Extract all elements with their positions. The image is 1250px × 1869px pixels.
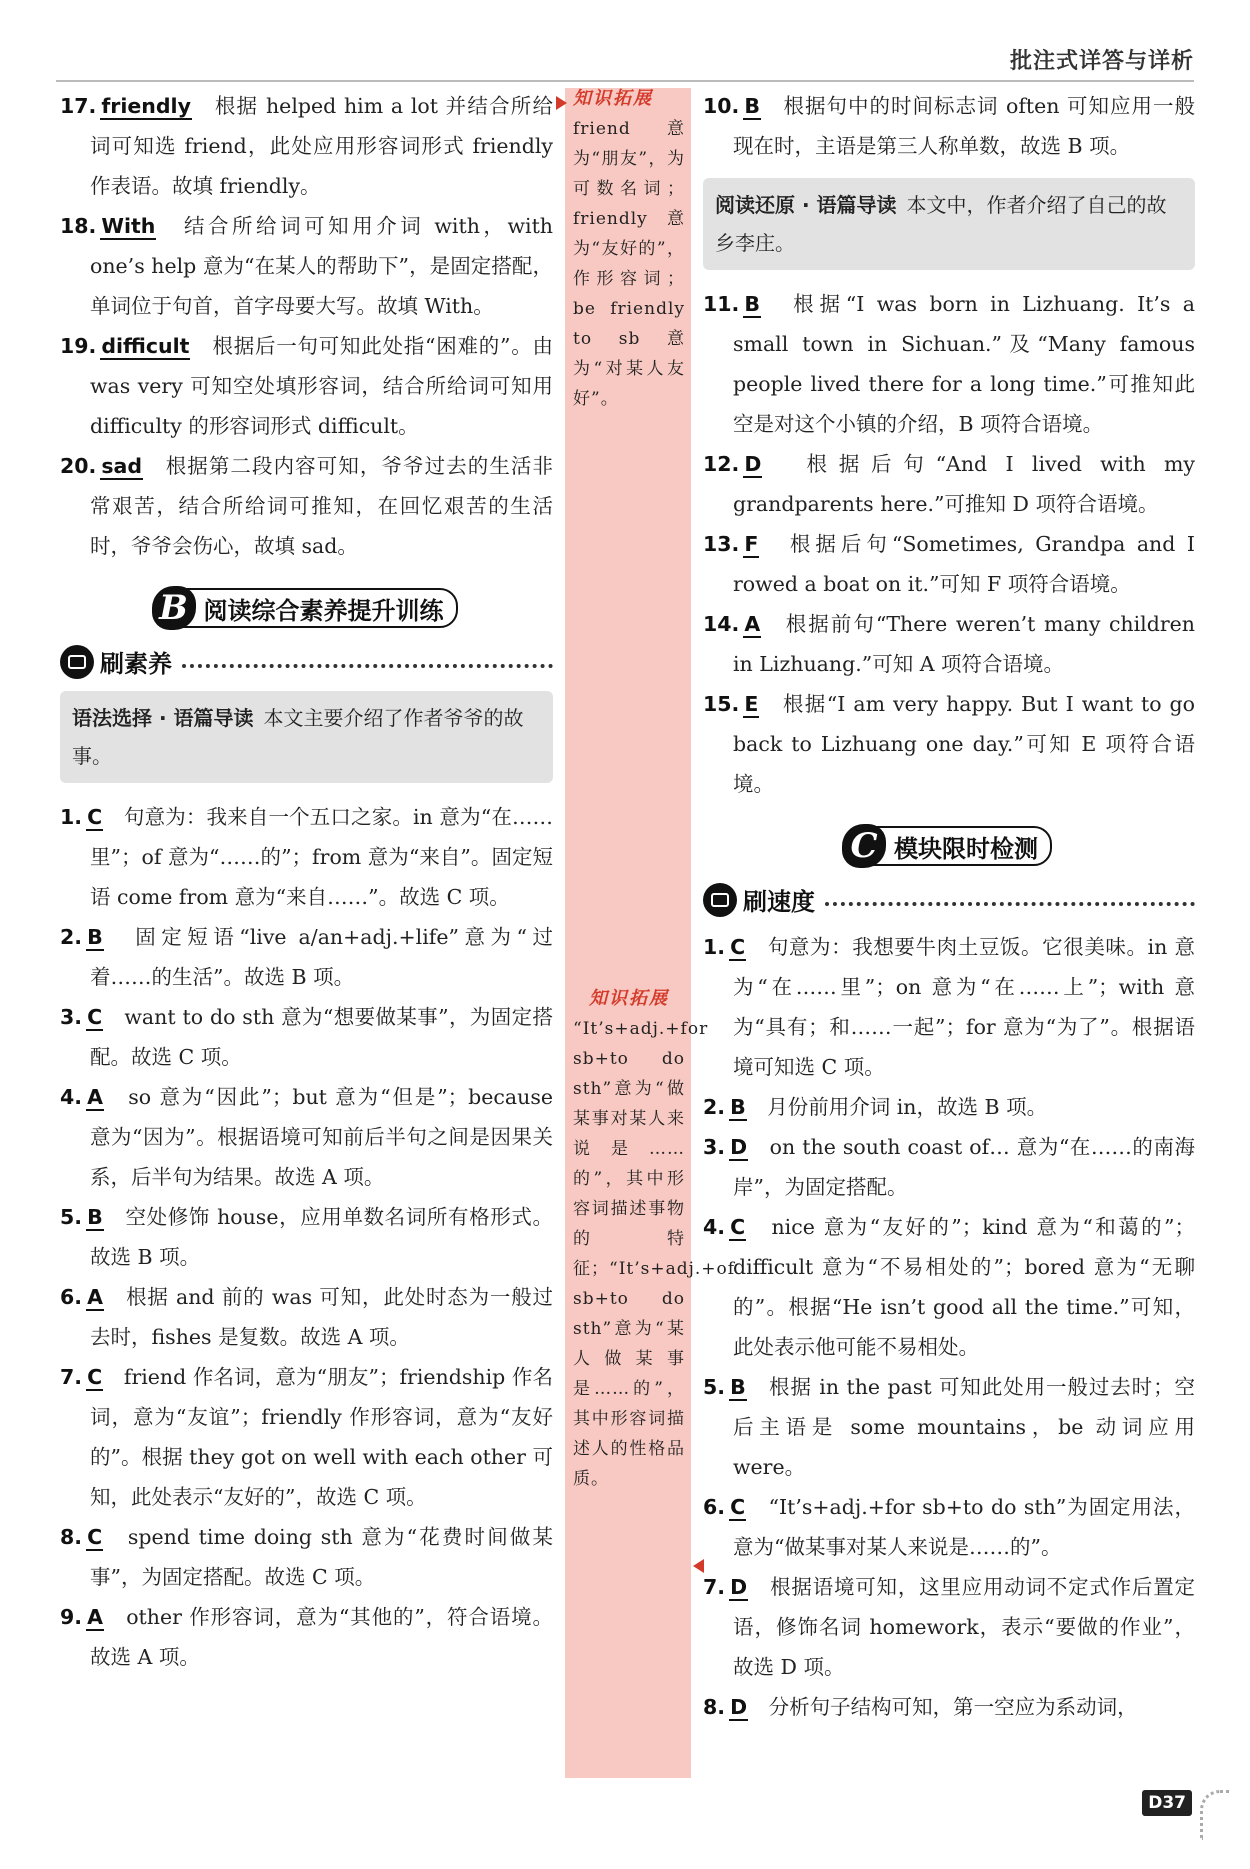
annotation-arrow-right-icon xyxy=(556,96,567,110)
page-number: D37 xyxy=(1142,1790,1192,1816)
answer-number: 5. xyxy=(60,1205,83,1229)
answer-item xyxy=(60,1357,553,1517)
answer-explanation: 根据“I am very happy. But I want to go back to Lizhuang one day.”可知 E 项符合语境。 xyxy=(733,692,1195,796)
answer-key: A xyxy=(744,612,761,636)
answer-number: 3. xyxy=(60,1005,83,1029)
answer-explanation: 月份前用介词 in，故选 B 项。 xyxy=(767,1095,1048,1119)
answer-explanation: 句意为：我想要牛肉土豆饭。它很美味。in 意为“在……里”；on 意为“在……上”；with 意为“具有；和……一起”；for 意为“为了”。根据语境可知选 C 项。 xyxy=(733,935,1195,1079)
answer-key: With xyxy=(101,214,156,238)
answer-number: 11. xyxy=(703,292,740,316)
answer-number: 6. xyxy=(703,1495,726,1519)
answer-number: 17. xyxy=(60,94,97,118)
subsection-title-2: 刷速度 xyxy=(743,888,815,916)
header-divider xyxy=(56,80,1194,82)
answer-key: D xyxy=(730,1575,748,1599)
passage-guide-box xyxy=(60,691,553,783)
section-banner-b xyxy=(60,588,553,628)
answer-number: 13. xyxy=(703,532,740,556)
answer-item xyxy=(703,1367,1195,1487)
subsection-header-sudu xyxy=(703,882,1195,917)
answer-key: C xyxy=(87,1005,103,1029)
answer-explanation: 根据语境可知，这里应用动词不定式作后置定语，修饰名词 homework，表示“要做的作业”，故选 D 项。 xyxy=(733,1575,1195,1679)
right-answer-list-mid xyxy=(703,284,1195,804)
answer-key: C xyxy=(730,1215,746,1239)
answer-explanation: nice 意为“友好的”；kind 意为“和蔼的”；difficult 意为“不易相处的”；bored 意为“无聊的”。根据“He isn’t good all the time.”可知，此处表示他可能不易相处。 xyxy=(733,1215,1195,1359)
answer-key: C xyxy=(730,935,746,959)
answer-item xyxy=(60,1517,553,1597)
answer-number: 8. xyxy=(703,1695,726,1719)
guide-label-2: 阅读还原 · 语篇导读 xyxy=(715,193,897,217)
right-answer-list-bottom xyxy=(703,927,1195,1727)
side-title-2: 知识拓展 xyxy=(589,988,669,1009)
answer-number: 3. xyxy=(703,1135,726,1159)
answer-explanation: 结合所给词可知用介词 with，with one’s help 意为“在某人的帮助下”，是固定搭配，单词位于句首，首字母要大写。故填 With。 xyxy=(90,214,554,318)
answer-number: 5. xyxy=(703,1375,726,1399)
answer-item xyxy=(703,684,1195,804)
subsection-header-suyang xyxy=(60,644,553,679)
answer-explanation: 根据后一句可知此处指“困难的”。由 was very 可知空处填形容词，结合所给词可知用 difficulty 的形容词形式 difficult。 xyxy=(90,334,553,438)
answer-item xyxy=(703,1487,1195,1567)
answer-item xyxy=(703,1127,1195,1207)
guide-text: 本文主要介绍了作者爷爷的故事。 xyxy=(72,706,524,768)
answer-item xyxy=(60,326,553,446)
guide-label: 语法选择 · 语篇导读 xyxy=(72,706,254,730)
answer-explanation: 根据“I was born in Lizhuang. It’s a small town in Sichuan.”及“Many famous people lived there for a long time.”可推知此空是对这个小镇的介绍，B 项符合语境。 xyxy=(733,292,1196,436)
answer-item xyxy=(60,86,553,206)
answer-explanation: so 意为“因此”；but 意为“但是”；because 意为“因为”。根据语境可知前后半句之间是因果关系，后半句为结果。故选 A 项。 xyxy=(90,1085,553,1189)
answer-item xyxy=(703,1207,1195,1367)
answer-item xyxy=(703,444,1195,524)
answer-explanation: on the south coast of… 意为“在……的南海岸”，为固定搭配。 xyxy=(733,1135,1196,1199)
answer-explanation: 根据第二段内容可知，爷爷过去的生活非常艰苦，结合所给词可推知，在回忆艰苦的生活时，爷爷会伤心，故填 sad。 xyxy=(90,454,554,558)
answer-item xyxy=(60,1597,553,1677)
passage-guide-box-2 xyxy=(703,178,1195,270)
answer-item xyxy=(703,284,1195,444)
left-answer-list-top xyxy=(60,86,553,566)
answer-key: C xyxy=(87,1365,103,1389)
banner-title-b: 阅读综合素养提升训练 xyxy=(203,596,444,625)
answer-key: difficult xyxy=(101,334,190,358)
answer-explanation: friend 作名词，意为“朋友”；friendship 作名词，意为“友谊”；friendly 作形容词，意为“友好的”。根据 they got on well with each other 可知，此处表示“友好的”，故选 C 项。 xyxy=(90,1365,554,1509)
answer-item xyxy=(703,86,1195,166)
answer-explanation: want to do sth 意为“想要做某事”，为固定搭配。故选 C 项。 xyxy=(90,1005,554,1069)
answer-key: D xyxy=(744,452,762,476)
guide-text-2: 本文中，作者介绍了自己的故乡李庄。 xyxy=(715,193,1167,255)
side-note-1: friend 意为“朋友”，为可数名词；friendly 意为“友好的”，作形容词；be friendly to sb 意为“对某人友好”。 xyxy=(573,119,685,409)
answer-item xyxy=(60,1077,553,1197)
answer-key: D xyxy=(730,1135,748,1159)
answer-key: F xyxy=(744,532,759,556)
answer-item xyxy=(60,206,553,326)
left-column xyxy=(60,86,553,1677)
answer-explanation: 根据句中的时间标志词 often 可知应用一般现在时，主语是第三人称单数，故选 B 项。 xyxy=(733,94,1195,158)
answer-item xyxy=(703,1567,1195,1687)
right-column xyxy=(703,86,1195,1727)
dotted-divider xyxy=(825,902,1195,906)
brush-icon xyxy=(703,883,737,917)
answer-item xyxy=(703,1087,1195,1127)
answer-key: C xyxy=(730,1495,746,1519)
answer-key: A xyxy=(87,1085,103,1109)
answer-explanation: 空处修饰 house，应用单数名词所有格形式。故选 B 项。 xyxy=(90,1205,554,1269)
answer-number: 6. xyxy=(60,1285,83,1309)
answer-explanation: 固定短语“live a/an+adj.+life”意为“过着……的生活”。故选 B 项。 xyxy=(90,925,553,989)
answer-explanation: spend time doing sth 意为“花费时间做某事”，为固定搭配。故选 C 项。 xyxy=(90,1525,553,1589)
banner-letter-b: B xyxy=(152,586,196,630)
answer-number: 9. xyxy=(60,1605,83,1629)
answer-explanation: 根据 helped him a lot 并结合所给词可知选 friend，此处应用形容词形式 friendly 作表语。故填 friendly。 xyxy=(90,94,553,198)
answer-number: 2. xyxy=(703,1095,726,1119)
answer-number: 20. xyxy=(60,454,97,478)
answer-explanation: other 作形容词，意为“其他的”，符合语境。故选 A 项。 xyxy=(90,1605,554,1669)
answer-number: 4. xyxy=(60,1085,83,1109)
right-answer-list-top xyxy=(703,86,1195,166)
answer-number: 14. xyxy=(703,612,740,636)
answer-key: B xyxy=(87,1205,103,1229)
answer-item xyxy=(703,927,1195,1087)
answer-explanation: 分析句子结构可知，第一空应为系动词， xyxy=(768,1695,1138,1719)
subsection-title: 刷素养 xyxy=(100,650,172,678)
brush-icon xyxy=(60,645,94,679)
answer-explanation: 根据 in the past 可知此处用一般过去时；空后主语是 some mountains，be 动词应用 were。 xyxy=(733,1375,1196,1479)
answer-number: 2. xyxy=(60,925,83,949)
answer-item xyxy=(60,1277,553,1357)
answer-key: B xyxy=(744,292,760,316)
answer-key: A xyxy=(87,1605,103,1629)
answer-key: E xyxy=(744,692,759,716)
answer-item xyxy=(703,524,1195,604)
answer-key: D xyxy=(730,1695,748,1719)
answer-key: C xyxy=(87,1525,103,1549)
answer-key: A xyxy=(87,1285,103,1309)
answer-explanation: 根据前句“There weren’t many children in Lizhuang.”可知 A 项符合语境。 xyxy=(733,612,1195,676)
answer-item xyxy=(60,1197,553,1277)
banner-letter-c: C xyxy=(842,824,886,868)
answer-number: 18. xyxy=(60,214,97,238)
answer-explanation: “It’s+adj.+for sb+to do sth”为固定用法，意为“做某事对某人来说是……的”。 xyxy=(733,1495,1195,1559)
section-banner-c xyxy=(703,826,1195,866)
side-title-1: 知识拓展 xyxy=(573,88,653,109)
answer-item xyxy=(60,917,553,997)
answer-key: friendly xyxy=(101,94,191,118)
answer-item xyxy=(60,997,553,1077)
answer-number: 19. xyxy=(60,334,97,358)
answer-explanation: 根据 and 前的 was 可知，此处时态为一般过去时，fishes 是复数。故选 A 项。 xyxy=(90,1285,554,1349)
dotted-divider xyxy=(182,664,553,668)
answer-item xyxy=(703,604,1195,684)
answer-number: 12. xyxy=(703,452,740,476)
page-header: 批注式详答与详析 xyxy=(1009,49,1194,74)
answer-number: 7. xyxy=(703,1575,726,1599)
answer-explanation: 根据后句“And I lived with my grandparents here.”可推知 D 项符合语境。 xyxy=(733,452,1195,516)
answer-number: 4. xyxy=(703,1215,726,1239)
answer-number: 1. xyxy=(703,935,726,959)
answer-item xyxy=(703,1687,1195,1727)
answer-item xyxy=(60,446,553,566)
answer-number: 8. xyxy=(60,1525,83,1549)
answer-explanation: 句意为：我来自一个五口之家。in 意为“在……里”；of 意为“……的”；from 意为“来自”。固定短语 come from 意为“来自……”。故选 C 项。 xyxy=(90,805,554,909)
answer-key: B xyxy=(744,94,760,118)
answer-number: 1. xyxy=(60,805,83,829)
answer-explanation: 根据后句“Sometimes, Grandpa and I rowed a boat on it.”可知 F 项符合语境。 xyxy=(733,532,1195,596)
answer-key: B xyxy=(730,1375,746,1399)
corner-decoration xyxy=(1200,1790,1230,1840)
answer-number: 15. xyxy=(703,692,740,716)
answer-key: B xyxy=(730,1095,746,1119)
answer-key: C xyxy=(87,805,103,829)
side-note-2: “It’s+adj.+for sb+to do sth”意为“做某事对某人来说是……的”，其中形容词描述事物的特征；“It’s+adj.+of sb+to do sth”意为“某人做某事是……的”，其中形容词描述人的性格品质。 xyxy=(573,1019,736,1489)
answer-item xyxy=(60,797,553,917)
answer-number: 7. xyxy=(60,1365,83,1389)
banner-title-c: 模块限时检测 xyxy=(894,834,1038,863)
answer-key: sad xyxy=(101,454,143,478)
answer-number: 10. xyxy=(703,94,740,118)
answer-key: B xyxy=(87,925,103,949)
left-answer-list-bottom xyxy=(60,797,553,1677)
